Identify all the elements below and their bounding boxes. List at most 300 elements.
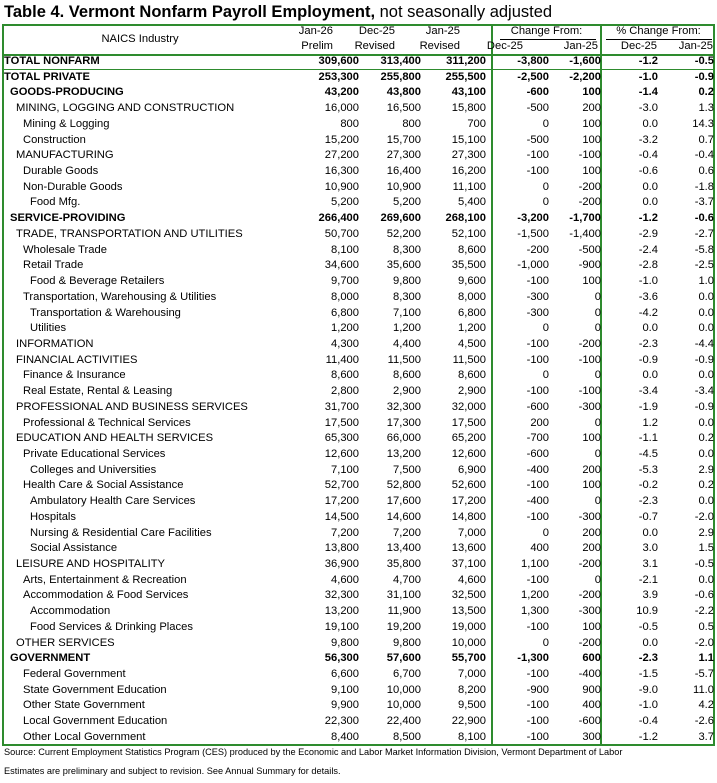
- table-row: [4, 337, 714, 353]
- pct-change-from-header: % Change From:: [616, 25, 701, 37]
- row-value: -900: [578, 259, 601, 272]
- row-value: 6,600: [331, 668, 359, 681]
- row-value: 200: [582, 542, 601, 555]
- row-label: GOVERNMENT: [10, 652, 91, 665]
- row-value: 17,600: [386, 495, 421, 508]
- row-value: 14.3: [692, 117, 714, 130]
- row-label: Health Care & Social Assistance: [23, 479, 184, 492]
- row-value: 8,500: [393, 730, 421, 743]
- row-value: 9,500: [458, 699, 486, 712]
- row-value: 4,500: [458, 337, 486, 350]
- row-value: 9,800: [393, 275, 421, 288]
- row-value: -1.4: [638, 86, 658, 99]
- row-value: 400: [530, 542, 549, 555]
- table-row: [4, 636, 714, 652]
- row-value: -2.8: [638, 259, 658, 272]
- row-value: 22,900: [451, 715, 486, 728]
- table-row: [4, 651, 714, 667]
- row-value: 0: [594, 322, 601, 335]
- row-value: 1,200: [458, 322, 486, 335]
- row-value: 0.0: [642, 322, 658, 335]
- row-value: 100: [582, 275, 601, 288]
- row-value: -100: [526, 668, 549, 681]
- row-value: -1.9: [638, 400, 658, 413]
- row-value: 0.7: [698, 133, 714, 146]
- row-label: Food Services & Drinking Places: [30, 620, 193, 633]
- row-value: 11,500: [452, 353, 486, 366]
- row-value: 17,200: [324, 495, 359, 508]
- row-value: 7,100: [393, 306, 421, 319]
- row-label: Federal Government: [23, 668, 126, 681]
- row-value: 11,400: [325, 353, 359, 366]
- row-value: 0.0: [698, 416, 714, 429]
- row-value: 0.0: [698, 495, 714, 508]
- row-value: 22,400: [386, 715, 421, 728]
- row-value: 66,000: [386, 432, 421, 445]
- row-value: 55,700: [451, 652, 486, 665]
- row-value: 4,300: [331, 337, 359, 350]
- row-value: 200: [582, 526, 601, 539]
- row-value: -0.6: [694, 212, 714, 225]
- row-label: OTHER SERVICES: [16, 636, 115, 649]
- row-value: -0.9: [694, 353, 714, 366]
- row-value: 2.9: [698, 526, 714, 539]
- row-value: 52,800: [386, 479, 421, 492]
- row-value: 8,400: [331, 730, 359, 743]
- row-value: 50,700: [324, 227, 359, 240]
- row-value: -2.3: [638, 337, 658, 350]
- row-value: -0.9: [638, 353, 658, 366]
- row-label: SERVICE-PROVIDING: [10, 212, 126, 225]
- row-label: Durable Goods: [23, 165, 99, 178]
- table-row: [4, 258, 714, 274]
- row-label: TOTAL PRIVATE: [4, 70, 90, 83]
- row-label: Food Mfg.: [30, 196, 81, 209]
- row-value: -0.9: [694, 400, 714, 413]
- table-row: [4, 714, 714, 730]
- row-label: Mining & Logging: [23, 117, 110, 130]
- row-label: EDUCATION AND HEALTH SERVICES: [16, 432, 214, 445]
- row-value: 0.0: [642, 369, 658, 382]
- row-value: -600: [578, 715, 601, 728]
- row-value: 6,800: [331, 306, 359, 319]
- row-value: 1.0: [698, 275, 714, 288]
- row-value: 0.0: [642, 526, 658, 539]
- row-value: -2.4: [638, 243, 658, 256]
- row-value: -100: [526, 573, 549, 586]
- row-value: -400: [526, 495, 549, 508]
- table-row: [4, 70, 714, 86]
- row-value: 2,800: [331, 385, 359, 398]
- row-value: 100: [582, 86, 601, 99]
- row-value: 7,000: [458, 526, 486, 539]
- row-value: 0: [594, 369, 601, 382]
- row-value: 0: [542, 636, 549, 649]
- row-value: 12,600: [451, 447, 486, 460]
- row-value: -2.3: [638, 495, 658, 508]
- row-value: 43,100: [451, 86, 486, 99]
- table-row: [4, 133, 714, 149]
- row-value: 0.0: [698, 573, 714, 586]
- row-value: 400: [582, 699, 601, 712]
- row-value: 0.0: [642, 196, 658, 209]
- row-value: 700: [467, 117, 486, 130]
- row-value: 3.1: [642, 558, 658, 570]
- row-label: Finance & Insurance: [23, 369, 126, 382]
- row-value: -100: [526, 149, 549, 162]
- table-title: Table 4. Vermont Nonfarm Payroll Employment, not seasonally adjusted: [4, 3, 553, 21]
- row-value: -100: [526, 353, 549, 366]
- row-value: 0.0: [698, 447, 714, 460]
- row-value: 52,200: [386, 227, 421, 240]
- row-value: -9.0: [638, 683, 658, 696]
- row-value: 32,500: [451, 589, 486, 602]
- row-value: 800: [402, 117, 421, 130]
- row-value: -3.0: [638, 102, 658, 115]
- row-value: 16,000: [324, 102, 359, 115]
- row-value: -0.6: [694, 589, 714, 602]
- row-value: -0.6: [638, 165, 658, 178]
- row-label: Real Estate, Rental & Leasing: [23, 385, 173, 398]
- row-value: 100: [582, 620, 601, 633]
- row-value: -5.8: [694, 243, 714, 256]
- row-value: 5,200: [393, 196, 421, 209]
- row-label: FINANCIAL ACTIVITIES: [16, 353, 138, 366]
- row-value: 3.7: [698, 730, 714, 743]
- row-value: 200: [530, 416, 549, 429]
- row-value: 57,600: [386, 652, 421, 665]
- row-value: 100: [582, 133, 601, 146]
- row-label: Retail Trade: [23, 259, 84, 272]
- row-value: 0: [542, 180, 549, 193]
- row-value: 6,800: [458, 306, 486, 319]
- row-value: -2.0: [694, 510, 714, 523]
- row-value: -3,800: [517, 55, 549, 67]
- row-value: 8,300: [393, 243, 421, 256]
- row-value: 19,200: [386, 620, 421, 633]
- change-jan-header: Jan-25: [563, 40, 598, 52]
- row-value: 313,400: [380, 55, 421, 67]
- row-value: -2.5: [694, 259, 714, 272]
- row-label: INFORMATION: [16, 337, 94, 350]
- row-label: Accommodation & Food Services: [23, 589, 189, 602]
- row-label: PROFESSIONAL AND BUSINESS SERVICES: [16, 400, 248, 413]
- row-value: 0.0: [698, 290, 714, 303]
- row-value: -1,700: [569, 212, 601, 225]
- row-value: 0.5: [698, 620, 714, 633]
- table-row: [4, 698, 714, 714]
- table-row: [4, 557, 714, 573]
- row-value: -200: [578, 558, 601, 570]
- row-value: -300: [526, 306, 549, 319]
- row-value: 0.6: [698, 165, 714, 178]
- row-label: MANUFACTURING: [16, 149, 114, 162]
- row-value: 52,600: [451, 479, 486, 492]
- row-value: 65,200: [451, 432, 486, 445]
- row-value: 22,300: [324, 715, 359, 728]
- row-value: -100: [526, 479, 549, 492]
- row-value: -100: [526, 165, 549, 178]
- row-value: 14,800: [451, 510, 486, 523]
- row-value: 27,300: [386, 149, 421, 162]
- row-value: 8,600: [458, 369, 486, 382]
- row-value: 31,100: [386, 589, 421, 602]
- table-row: [4, 290, 714, 306]
- row-value: -4.5: [638, 447, 658, 460]
- row-label: Non-Durable Goods: [23, 180, 123, 193]
- row-label: Transportation, Warehousing & Utilities: [23, 290, 217, 303]
- row-value: -1.5: [638, 668, 658, 681]
- row-value: -100: [578, 353, 601, 366]
- row-value: 255,800: [380, 70, 421, 83]
- row-value: 9,700: [331, 275, 359, 288]
- row-value: -100: [526, 385, 549, 398]
- row-value: -0.4: [638, 149, 658, 162]
- row-value: 16,400: [386, 165, 421, 178]
- row-value: 15,200: [324, 133, 359, 146]
- row-value: 0.2: [698, 432, 714, 445]
- row-value: 0: [594, 573, 601, 586]
- row-value: -400: [526, 463, 549, 476]
- table-row: [4, 447, 714, 463]
- row-value: -2,200: [569, 70, 601, 83]
- row-label: Accommodation: [30, 605, 111, 618]
- row-value: 300: [582, 730, 601, 743]
- row-value: -600: [526, 86, 549, 99]
- table-row: [4, 620, 714, 636]
- source-note: Source: Current Employment Statistics Program (CES) produced by the Economic and Labor Market Information Division, Vermont Department of Labor: [4, 747, 623, 757]
- row-value: 27,300: [451, 149, 486, 162]
- row-value: 1.2: [642, 416, 658, 429]
- row-value: 43,800: [386, 86, 421, 99]
- row-value: 27,200: [324, 149, 359, 162]
- table-row: [4, 667, 714, 683]
- row-value: 32,300: [386, 400, 421, 413]
- table-row: [4, 164, 714, 180]
- row-value: 13,600: [451, 542, 486, 555]
- row-value: 0.0: [642, 117, 658, 130]
- row-value: 253,300: [318, 70, 359, 83]
- table-row: [4, 368, 714, 384]
- row-value: 10,000: [386, 683, 421, 696]
- row-label: Hospitals: [30, 510, 77, 523]
- row-value: 0: [542, 322, 549, 335]
- row-value: -1.0: [638, 70, 658, 83]
- row-value: -900: [526, 683, 549, 696]
- row-value: 32,300: [324, 589, 359, 602]
- col2-header-status: Revised: [354, 40, 395, 52]
- row-value: -200: [578, 589, 601, 602]
- row-value: -3.4: [638, 385, 658, 398]
- row-value: 1,200: [393, 322, 421, 335]
- row-value: -2.9: [638, 227, 658, 240]
- table-row: [4, 353, 714, 369]
- table-row: [4, 478, 714, 494]
- row-value: 100: [582, 432, 601, 445]
- row-value: 600: [582, 652, 601, 665]
- row-value: 36,900: [324, 558, 359, 570]
- row-value: 2,900: [458, 385, 486, 398]
- row-value: -0.5: [694, 558, 714, 570]
- row-label: Arts, Entertainment & Recreation: [23, 573, 187, 586]
- row-value: 16,500: [386, 102, 421, 115]
- row-value: 8,000: [331, 290, 359, 303]
- row-value: 35,600: [386, 259, 421, 272]
- row-value: -2.3: [638, 652, 658, 665]
- row-value: 31,700: [324, 400, 359, 413]
- row-value: 0.0: [642, 180, 658, 193]
- row-value: 1,200: [521, 589, 549, 602]
- row-value: 269,600: [380, 212, 421, 225]
- row-value: 200: [582, 463, 601, 476]
- row-value: 34,600: [324, 259, 359, 272]
- row-value: 11,500: [387, 353, 421, 366]
- row-value: 0.0: [698, 322, 714, 335]
- row-label: Wholesale Trade: [23, 243, 107, 256]
- row-value: 4,700: [393, 573, 421, 586]
- row-value: -5.3: [638, 463, 658, 476]
- row-value: 13,400: [386, 542, 421, 555]
- table-row: [4, 604, 714, 620]
- table-row: [4, 541, 714, 557]
- table-row: [4, 463, 714, 479]
- row-value: 3.9: [642, 589, 658, 602]
- table-row: [4, 431, 714, 447]
- row-value: -100: [526, 699, 549, 712]
- row-value: 3.0: [642, 542, 658, 555]
- row-value: 100: [582, 479, 601, 492]
- table-row: [4, 416, 714, 432]
- row-value: -2.6: [694, 715, 714, 728]
- row-value: 13,200: [324, 605, 359, 618]
- row-value: -2,500: [517, 70, 549, 83]
- row-value: 0: [594, 495, 601, 508]
- row-value: 6,700: [393, 668, 421, 681]
- row-value: 8,200: [458, 683, 486, 696]
- row-value: -600: [526, 447, 549, 460]
- row-value: 2.9: [698, 463, 714, 476]
- row-value: 8,300: [393, 290, 421, 303]
- row-value: 10,000: [386, 699, 421, 712]
- row-value: 13,800: [324, 542, 359, 555]
- row-value: -100: [578, 385, 601, 398]
- row-value: 1,100: [521, 558, 549, 570]
- table-row: [4, 400, 714, 416]
- row-value: 52,100: [451, 227, 486, 240]
- row-value: 35,800: [386, 558, 421, 570]
- row-label: Transportation & Warehousing: [30, 306, 181, 319]
- row-value: 32,000: [451, 400, 486, 413]
- row-value: -300: [578, 400, 601, 413]
- row-value: 5,400: [458, 196, 486, 209]
- row-value: 0: [594, 290, 601, 303]
- row-value: -5.7: [694, 668, 714, 681]
- row-value: -2.0: [694, 636, 714, 649]
- row-value: -1.0: [638, 275, 658, 288]
- row-value: 900: [582, 683, 601, 696]
- row-value: -500: [526, 102, 549, 115]
- row-value: -4.2: [638, 306, 658, 319]
- col1-header-status: Prelim: [301, 40, 333, 52]
- row-value: 11,900: [387, 605, 421, 618]
- row-value: -3.7: [694, 196, 714, 209]
- row-value: -100: [526, 730, 549, 743]
- row-value: -1.2: [638, 55, 658, 67]
- row-value: 5,200: [331, 196, 359, 209]
- table-row: [4, 54, 714, 70]
- row-value: -3.4: [694, 385, 714, 398]
- row-value: -200: [578, 337, 601, 350]
- table-row: [4, 195, 714, 211]
- row-value: -2.7: [694, 227, 714, 240]
- row-value: -300: [578, 510, 601, 523]
- row-value: 19,100: [324, 620, 359, 633]
- table-row: [4, 227, 714, 243]
- row-value: 9,900: [331, 699, 359, 712]
- row-label: Construction: [23, 133, 86, 146]
- row-value: -0.4: [694, 149, 714, 162]
- row-value: 13,200: [386, 447, 421, 460]
- row-value: 17,500: [324, 416, 359, 429]
- row-value: 10,000: [451, 636, 486, 649]
- row-value: -1,600: [569, 55, 601, 67]
- row-value: 7,000: [458, 668, 486, 681]
- row-value: -100: [526, 620, 549, 633]
- row-value: 0: [594, 306, 601, 319]
- row-value: 7,500: [393, 463, 421, 476]
- row-value: 43,200: [324, 86, 359, 99]
- row-value: -700: [526, 432, 549, 445]
- row-label: MINING, LOGGING AND CONSTRUCTION: [16, 102, 235, 115]
- pct-dec-header: Dec-25: [620, 40, 657, 52]
- row-label: GOODS-PRODUCING: [10, 86, 124, 99]
- row-value: 8,100: [458, 730, 486, 743]
- table-row: [4, 321, 714, 337]
- row-value: -1.8: [694, 180, 714, 193]
- row-value: 11,100: [452, 180, 486, 193]
- row-value: -0.2: [638, 479, 658, 492]
- row-value: 35,500: [451, 259, 486, 272]
- row-value: 7,200: [393, 526, 421, 539]
- row-value: 9,800: [331, 636, 359, 649]
- row-value: 10,900: [386, 180, 421, 193]
- row-value: -500: [526, 133, 549, 146]
- row-value: 0: [542, 369, 549, 382]
- row-value: -100: [578, 149, 601, 162]
- row-value: 0.0: [642, 636, 658, 649]
- row-value: 17,300: [386, 416, 421, 429]
- row-value: 200: [582, 102, 601, 115]
- row-value: -0.9: [694, 70, 714, 83]
- pct-jan-header: Jan-25: [678, 40, 713, 52]
- row-value: 11.0: [693, 683, 714, 696]
- row-value: 255,500: [445, 70, 486, 83]
- row-value: 10,900: [324, 180, 359, 193]
- row-value: 309,600: [318, 55, 359, 67]
- row-value: -3.6: [638, 290, 658, 303]
- row-value: 1,300: [521, 605, 549, 618]
- row-value: 0: [542, 526, 549, 539]
- row-value: 12,600: [324, 447, 359, 460]
- row-value: 56,300: [324, 652, 359, 665]
- row-value: 8,600: [458, 243, 486, 256]
- row-value: 0: [594, 447, 601, 460]
- table-row: [4, 730, 714, 746]
- row-value: -3,200: [517, 212, 549, 225]
- row-value: 0.2: [698, 479, 714, 492]
- row-value: 10.9: [636, 605, 658, 618]
- industry-header: NAICS Industry: [101, 33, 179, 45]
